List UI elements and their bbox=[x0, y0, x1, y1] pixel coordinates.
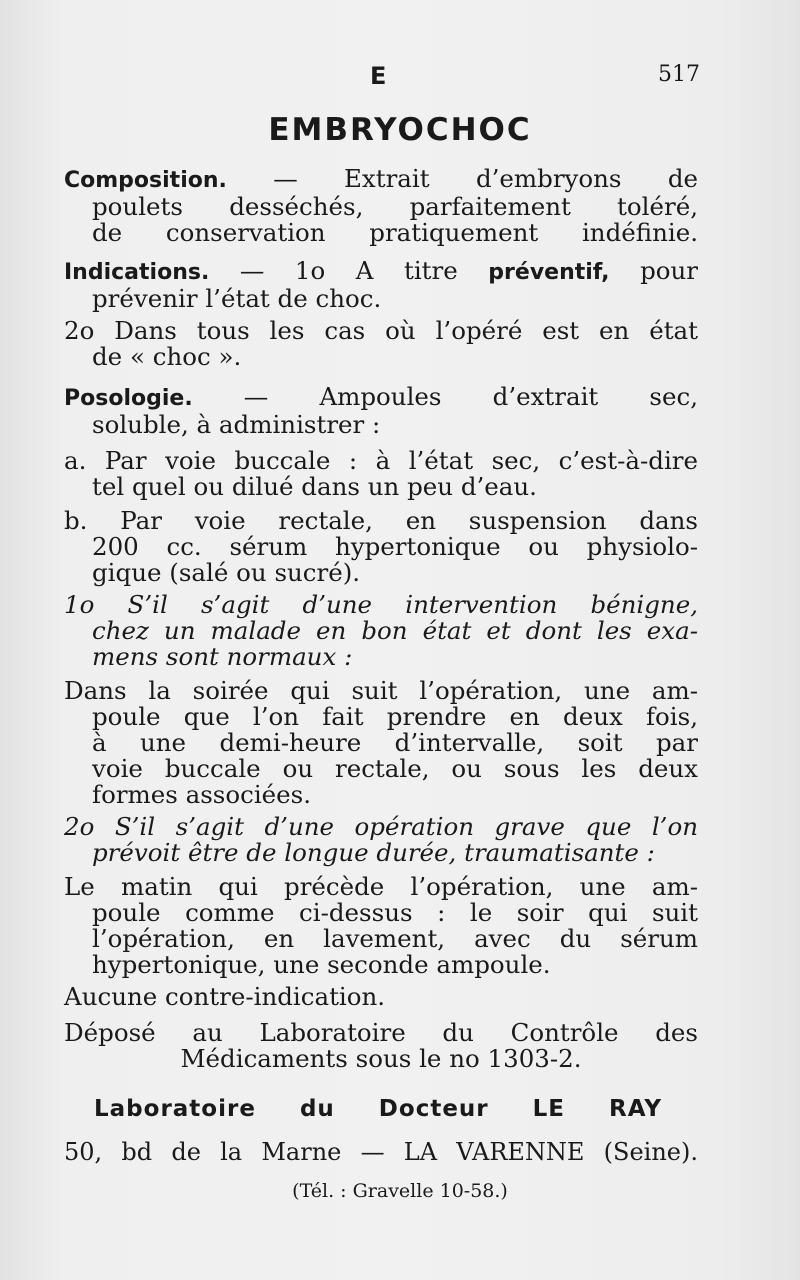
case-2-text-line-1: Le matin qui précède l’opération, une am- bbox=[64, 872, 698, 901]
item-a-line-2: tel quel ou dilué dans un peu d’eau. bbox=[92, 472, 537, 501]
item-a-line-1: a. Par voie buccale : à l’état sec, c’est-à-dire bbox=[64, 446, 698, 475]
section-letter: E bbox=[370, 62, 387, 90]
case-2-text-line-4: hypertonique, une seconde ampoule. bbox=[92, 950, 551, 979]
page-number: 517 bbox=[658, 62, 700, 87]
case-2-heading-line-2: prévoit être de longue durée, traumatisante : bbox=[92, 838, 655, 867]
indications-p2-line-1: 2o Dans tous les cas où l’opéré est en état bbox=[64, 316, 698, 345]
case-2-text-line-3: l’opération, en lavement, avec du sérum bbox=[92, 924, 698, 953]
posologie-section bbox=[64, 384, 698, 438]
case-1-text-line-3: à une demi-heure d’intervalle, soit par bbox=[92, 728, 698, 757]
indications-line-2: prévenir l’état de choc. bbox=[92, 284, 382, 313]
item-b-line-1: b. Par voie rectale, en suspension dans bbox=[64, 506, 698, 535]
composition-line-2: poulets desséchés, parfaitement toléré, bbox=[92, 192, 698, 221]
indications-p2-line-2: de « choc ». bbox=[92, 342, 242, 371]
laboratory-name: Laboratoire du Docteur LE RAY bbox=[94, 1096, 662, 1122]
deposit-line-1: Déposé au Laboratoire du Contrôle des bbox=[64, 1018, 698, 1047]
case-1-text-line-1: Dans la soirée qui suit l’opération, une am- bbox=[64, 676, 698, 705]
composition-label: Composition. bbox=[64, 168, 227, 193]
indications-section bbox=[64, 258, 698, 312]
product-title: EMBRYOCHOC bbox=[268, 112, 532, 148]
case-1-text bbox=[64, 678, 698, 808]
posologie-line-1: Posologie. — Ampoules d’extrait sec, bbox=[64, 382, 698, 411]
case-2-heading-line-1: 2o S’il s’agit d’une opération grave que l’on bbox=[64, 812, 698, 841]
case-1-heading bbox=[64, 592, 698, 670]
indications-line-1: Indications. — 1o A titre préventif, pour bbox=[64, 256, 698, 285]
posologie-item-a bbox=[64, 448, 698, 500]
laboratory-address: 50, bd de la Marne — LA VARENNE (Seine). bbox=[64, 1138, 698, 1166]
case-1-heading-line-1: 1o S’il s’agit d’une intervention bénigne, bbox=[64, 590, 698, 619]
case-2-text-line-2: poule comme ci-dessus : le soir qui suit bbox=[92, 898, 698, 927]
indications-point-2 bbox=[64, 318, 698, 370]
posologie-line-2: soluble, à administrer : bbox=[92, 410, 381, 439]
posologie-label: Posologie. bbox=[64, 386, 193, 411]
contraindication: Aucune contre-indication. bbox=[64, 982, 386, 1011]
case-2-text bbox=[64, 874, 698, 978]
case-1-text-line-5: formes associées. bbox=[92, 780, 312, 809]
composition-section bbox=[64, 166, 698, 246]
case-2-heading bbox=[64, 814, 698, 866]
deposit-note bbox=[64, 1020, 698, 1072]
case-1-text-line-2: poule que l’on fait prendre en deux fois, bbox=[92, 702, 698, 731]
deposit-line-2: Médicaments sous le no 1303-2. bbox=[180, 1044, 582, 1073]
case-1-heading-line-2: chez un malade en bon état et dont les exa- bbox=[92, 616, 698, 645]
composition-line-1: Composition. — Extrait d’embryons de bbox=[64, 164, 698, 193]
composition-line-3: de conservation pratiquement indéfinie. bbox=[92, 218, 698, 247]
indications-label: Indications. bbox=[64, 260, 210, 285]
posologie-item-b bbox=[64, 508, 698, 586]
case-1-text-line-4: voie buccale ou rectale, ou sous les deux bbox=[92, 754, 698, 783]
item-b-line-3: gique (salé ou sucré). bbox=[92, 558, 361, 587]
laboratory-phone: (Tél. : Gravelle 10-58.) bbox=[292, 1180, 508, 1202]
case-1-heading-line-3: mens sont normaux : bbox=[92, 642, 353, 671]
item-b-line-2: 200 cc. sérum hypertonique ou physiolo- bbox=[92, 532, 698, 561]
